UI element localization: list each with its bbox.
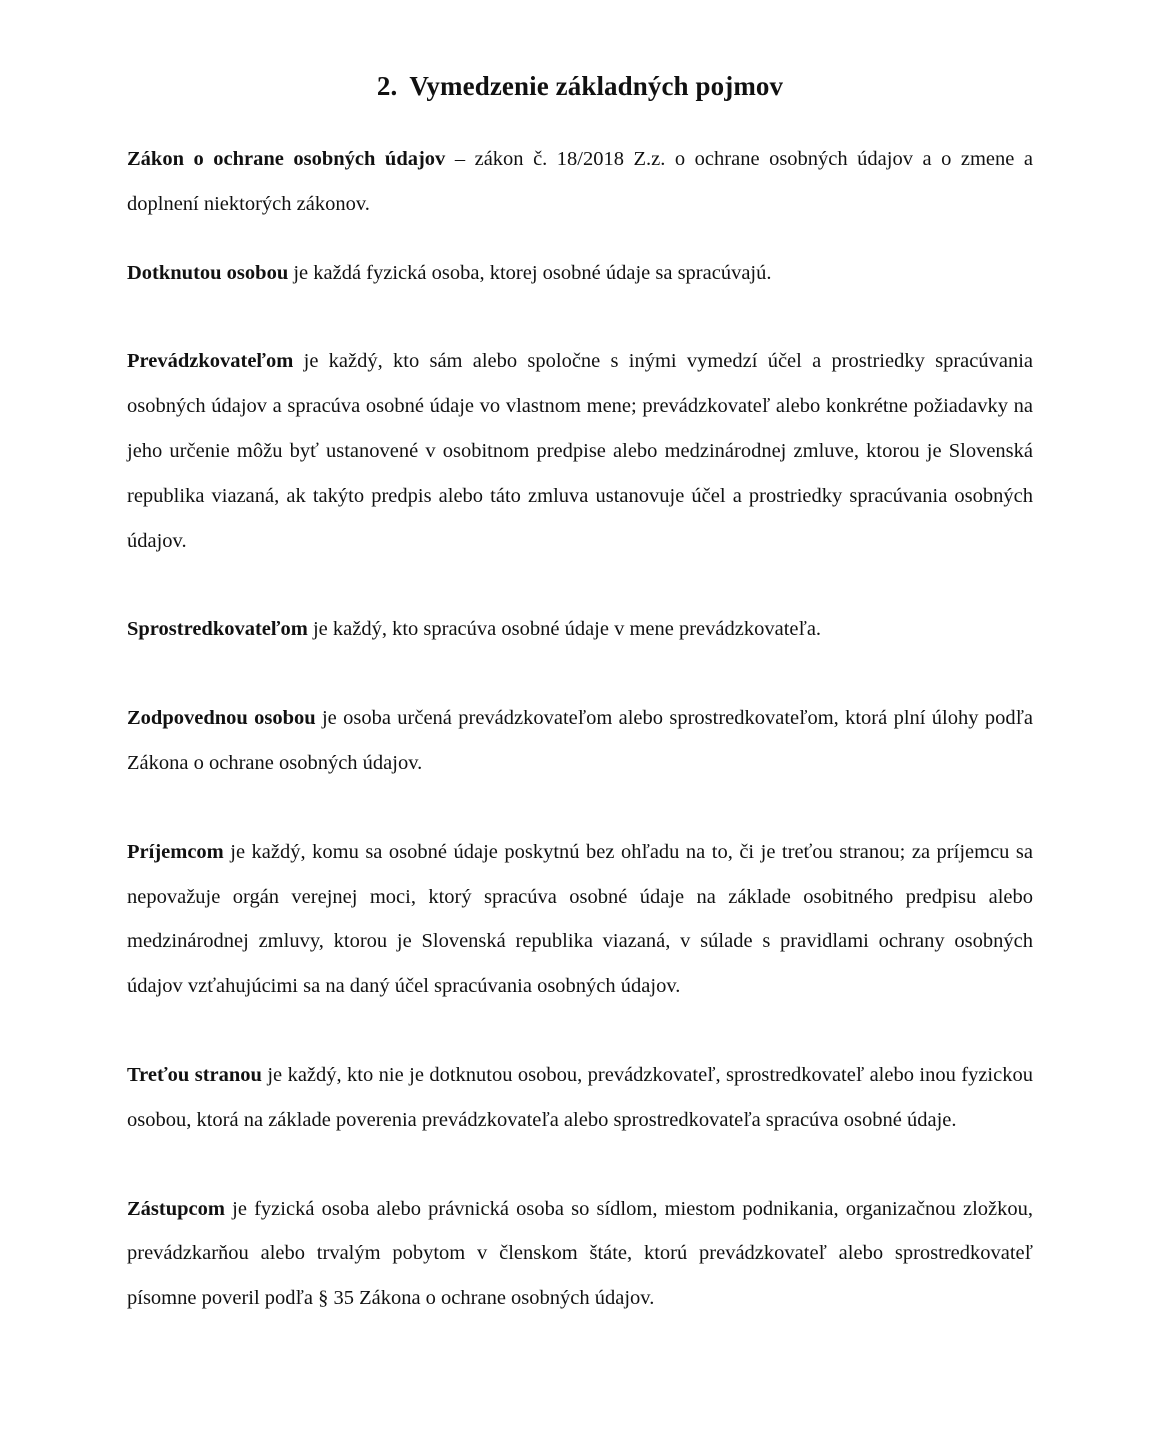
section-title: Vymedzenie základných pojmov xyxy=(409,71,784,101)
section-heading xyxy=(127,66,1033,106)
definition-term: Sprostredkovateľom xyxy=(127,618,308,641)
definition-zodpovedna-osoba xyxy=(127,696,1033,786)
definition-text: je každý, kto spracúva osobné údaje v mene prevádzkovateľa. xyxy=(307,618,822,641)
paragraph-spacer xyxy=(127,652,1033,696)
section-number: 2. xyxy=(376,71,398,101)
definition-prevadzkovatel xyxy=(127,339,1033,563)
definition-term: Zodpovednou osobou xyxy=(127,707,316,730)
paragraph-spacer xyxy=(127,786,1033,830)
definition-dotknuta-osoba xyxy=(127,251,1033,296)
definition-term: Prevádzkovateľom xyxy=(127,350,294,373)
definition-text: je každý, kto nie je dotknutou osobou, prevádzkovateľ, sprostredkovateľ alebo inou fyzickou osobou, ktorá na základe poverenia prevádzkovateľa alebo sprostredkovateľa spracúva osobné údaje. xyxy=(127,1063,1033,1131)
paragraph-spacer xyxy=(127,563,1033,607)
definition-tretia-strana xyxy=(127,1053,1033,1143)
definition-term: Príjemcom xyxy=(127,840,224,863)
definition-term: Zástupcom xyxy=(127,1197,225,1220)
definition-text: je fyzická osoba alebo právnická osoba so sídlom, miestom podnikania, organizačnou zložkou, prevádzkarňou alebo trvalým pobytom v členskom štáte, ktorú prevádzkovateľ alebo sprostredkovateľ písomne poveril podľa § 35 Zákona o ochrane osobných údajov. xyxy=(127,1197,1033,1310)
paragraph-spacer xyxy=(127,1009,1033,1053)
paragraph-spacer xyxy=(127,295,1033,339)
definition-text: – zákon č. 18/2018 Z.z. o ochrane osobných údajov a o zmene a doplnení niektorých zákonov. xyxy=(127,148,1033,215)
document-page xyxy=(127,66,1033,1321)
definition-sprostredkovatel xyxy=(127,607,1033,652)
definition-zastupca xyxy=(127,1187,1033,1321)
definition-prijemca xyxy=(127,830,1033,1009)
definition-term: Dotknutou osobou xyxy=(127,261,289,284)
definition-term: Zákon o ochrane osobných údajov xyxy=(127,148,446,170)
paragraph-spacer xyxy=(127,227,1033,251)
definition-term: Treťou stranou xyxy=(127,1063,262,1086)
definition-text: je každý, kto sám alebo spoločne s inými vymedzí účel a prostriedky spracúvania osobných údajov a spracúva osobné údaje vo vlastnom mene; prevádzkovateľ alebo konkrétne požiadavky na jeho určenie môžu byť ustanovené v osobitnom predpise alebo medzinárodnej zmluve, ktorou je Slovenská republika viazaná, ak takýto predpis alebo táto zmluva ustanovuje účel a prostriedky spracúvania osobných údajov. xyxy=(127,350,1033,552)
definition-text: je osoba určená prevádzkovateľom alebo sprostredkovateľom, ktorá plní úlohy podľa Zákona o ochrane osobných údajov. xyxy=(127,707,1034,774)
paragraph-spacer xyxy=(127,1143,1033,1187)
definition-text: je každá fyzická osoba, ktorej osobné údaje sa spracúvajú. xyxy=(288,261,772,284)
definition-text: je každý, komu sa osobné údaje poskytnú bez ohľadu na to, či je treťou stranou; za príjemcu sa nepovažuje orgán verejnej moci, ktorý spracúva osobné údaje na základe osobitného predpisu alebo medzinárodnej zmluvy, ktorou je Slovenská republika viazaná, v súlade s pravidlami ochrany osobných údajov vzťahujúcimi sa na daný účel spracúvania osobných údajov. xyxy=(127,840,1033,998)
definition-zakon xyxy=(127,137,1033,227)
